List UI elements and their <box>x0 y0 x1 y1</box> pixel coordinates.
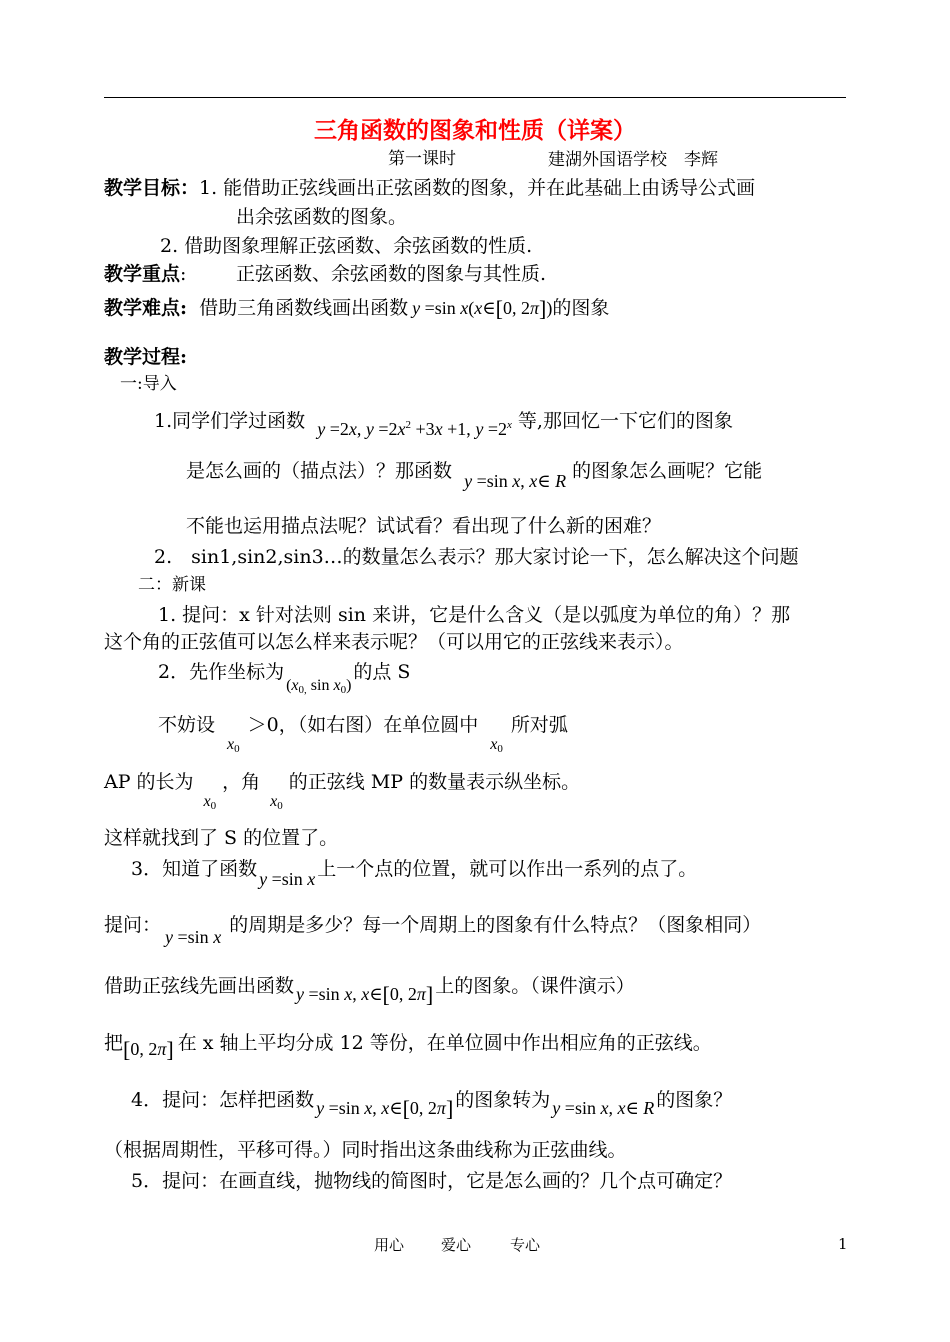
n2-line4: 这样就找到了 S 的位置了。 <box>104 827 339 849</box>
formula-interval: [0, 2π] <box>123 1037 174 1062</box>
n3-line3: 借助正弦线先画出函数 y =sin x, x∈[0, 2π] 上的图象。（课件演示） <box>104 975 635 1007</box>
process-label: 教学过程: <box>104 346 188 368</box>
p1-line1: 1.同学们学过函数 y =2x, $y =2x^2 +3x +1$, $y =2^x$ 等,那回忆一下它们的图象 <box>154 410 733 439</box>
footer-motto-1: 用心 <box>374 1236 405 1254</box>
objective-1-line1: 1. 能借助正弦线画出正弦函数的图象，并在此基础上由诱导公式画 <box>199 177 756 199</box>
formula-sinx-b: y =sin x <box>165 927 222 947</box>
n5: 5．提问：在画直线，抛物线的简图时，它是怎么画的？几个点可确定？ <box>131 1170 733 1192</box>
header-rule <box>104 97 846 98</box>
p1-line2: 是怎么画的（描点法）？那函数 y =sin x, x∈ R 的图象怎么画呢？它能 <box>186 460 763 491</box>
p2: 2. sin1,sin2,sin3…的数量怎么表示？那大家讨论一下，怎么解决这个问题 <box>154 546 799 568</box>
n1-line1: 1. 提问：x 针对法则 sin 来讲，它是什么含义（是以弧度为单位的角）？那 <box>158 604 791 626</box>
section-new: 二：新课 <box>138 575 206 595</box>
n3-line4: 把[0, 2π] 在 x 轴上平均分成 12 等份，在单位圆中作出相应角的正弦线。 <box>104 1032 712 1062</box>
key-points-label: 教学重点 <box>104 263 181 285</box>
objective-2: 2. 借助图象理解正弦函数、余弦函数的性质. <box>160 235 533 257</box>
formula-sin-interval-b: y =sin x, x∈[0, 2π] <box>316 1096 454 1121</box>
objective-1-line2: 出余弦函数的图象。 <box>236 206 408 228</box>
formula-functions: y =2x, $y =2x^2 +3x +1$, $y =2^x$ <box>317 419 512 439</box>
n1-line2: 这个角的正弦值可以怎么样来表示呢？（可以用它的正弦线来表示）。 <box>104 631 684 653</box>
var-x0-b: x0 <box>490 736 503 755</box>
page-number: 1 <box>838 1235 848 1253</box>
difficulty-line: 教学难点: 借助三角函数线画出函数 y =sin x(x∈[0, 2π])的图象 <box>104 296 610 321</box>
formula-point-s: (x0, sin x0) <box>286 677 352 696</box>
n2-line2: 不妨设$_{x0}$＞0，（如右图）在单位圆中$_{x0}$所对弧 <box>158 714 568 755</box>
formula-sin-r-b: y =sin x, x∈ R <box>552 1098 655 1118</box>
n2-line1: 2．先作坐标为$_{(x0, sin x0)}$的点 S <box>158 661 411 696</box>
formula-sin-0-2pi: y =sin x(x∈[0, 2π]) <box>412 296 553 321</box>
lesson-label: 第一课时 <box>388 149 456 169</box>
var-x0-d: x0 <box>270 793 283 812</box>
n3-line1: 3．知道了函数 y =sin x 上一个点的位置，就可以作出一系列的点了。 <box>131 858 698 889</box>
n4-line1: 4．提问：怎样把函数 y =sin x, x∈[0, 2π] 的图象转为 y =sin x, x∈ R 的图象？ <box>131 1089 733 1121</box>
section-intro: 一:导入 <box>120 374 177 394</box>
formula-sin-interval: y =sin x, x∈[0, 2π] <box>296 982 434 1007</box>
formula-sinx-a: y =sin x <box>259 869 316 889</box>
objectives-label: 教学目标： <box>104 177 200 199</box>
n4-line2: （根据周期性，平移可得。）同时指出这条曲线称为正弦曲线。 <box>104 1139 627 1161</box>
objectives-block <box>104 176 755 200</box>
author-line: 建湖外国语学校 李辉 <box>548 150 718 170</box>
difficulty-label: 教学难点: <box>104 297 188 319</box>
n3-line2: 提问：y =sin x的周期是多少？每一个周期上的图象有什么特点？（图象相同） <box>104 914 762 947</box>
var-x0-c: x0 <box>203 793 217 812</box>
page-title: 三角函数的图象和性质（详案） <box>314 117 636 144</box>
key-points-text: 正弦函数、余弦函数的图象与其性质. <box>236 263 547 285</box>
n2-line3: AP 的长为$_{x0}$，角$_{x0}$的正弦线 MP 的数量表示纵坐标。 <box>104 771 581 812</box>
p1-line3: 不能也运用描点法呢？试试看？看出现了什么新的困难？ <box>186 515 662 537</box>
footer-motto-2: 爱心 <box>441 1236 472 1254</box>
var-x0-a: x0 <box>227 736 240 755</box>
formula-sin-r: y =sin x, x∈ R <box>464 471 567 491</box>
key-points: 教学重点: <box>104 263 187 285</box>
footer-motto-3: 专心 <box>510 1236 541 1254</box>
